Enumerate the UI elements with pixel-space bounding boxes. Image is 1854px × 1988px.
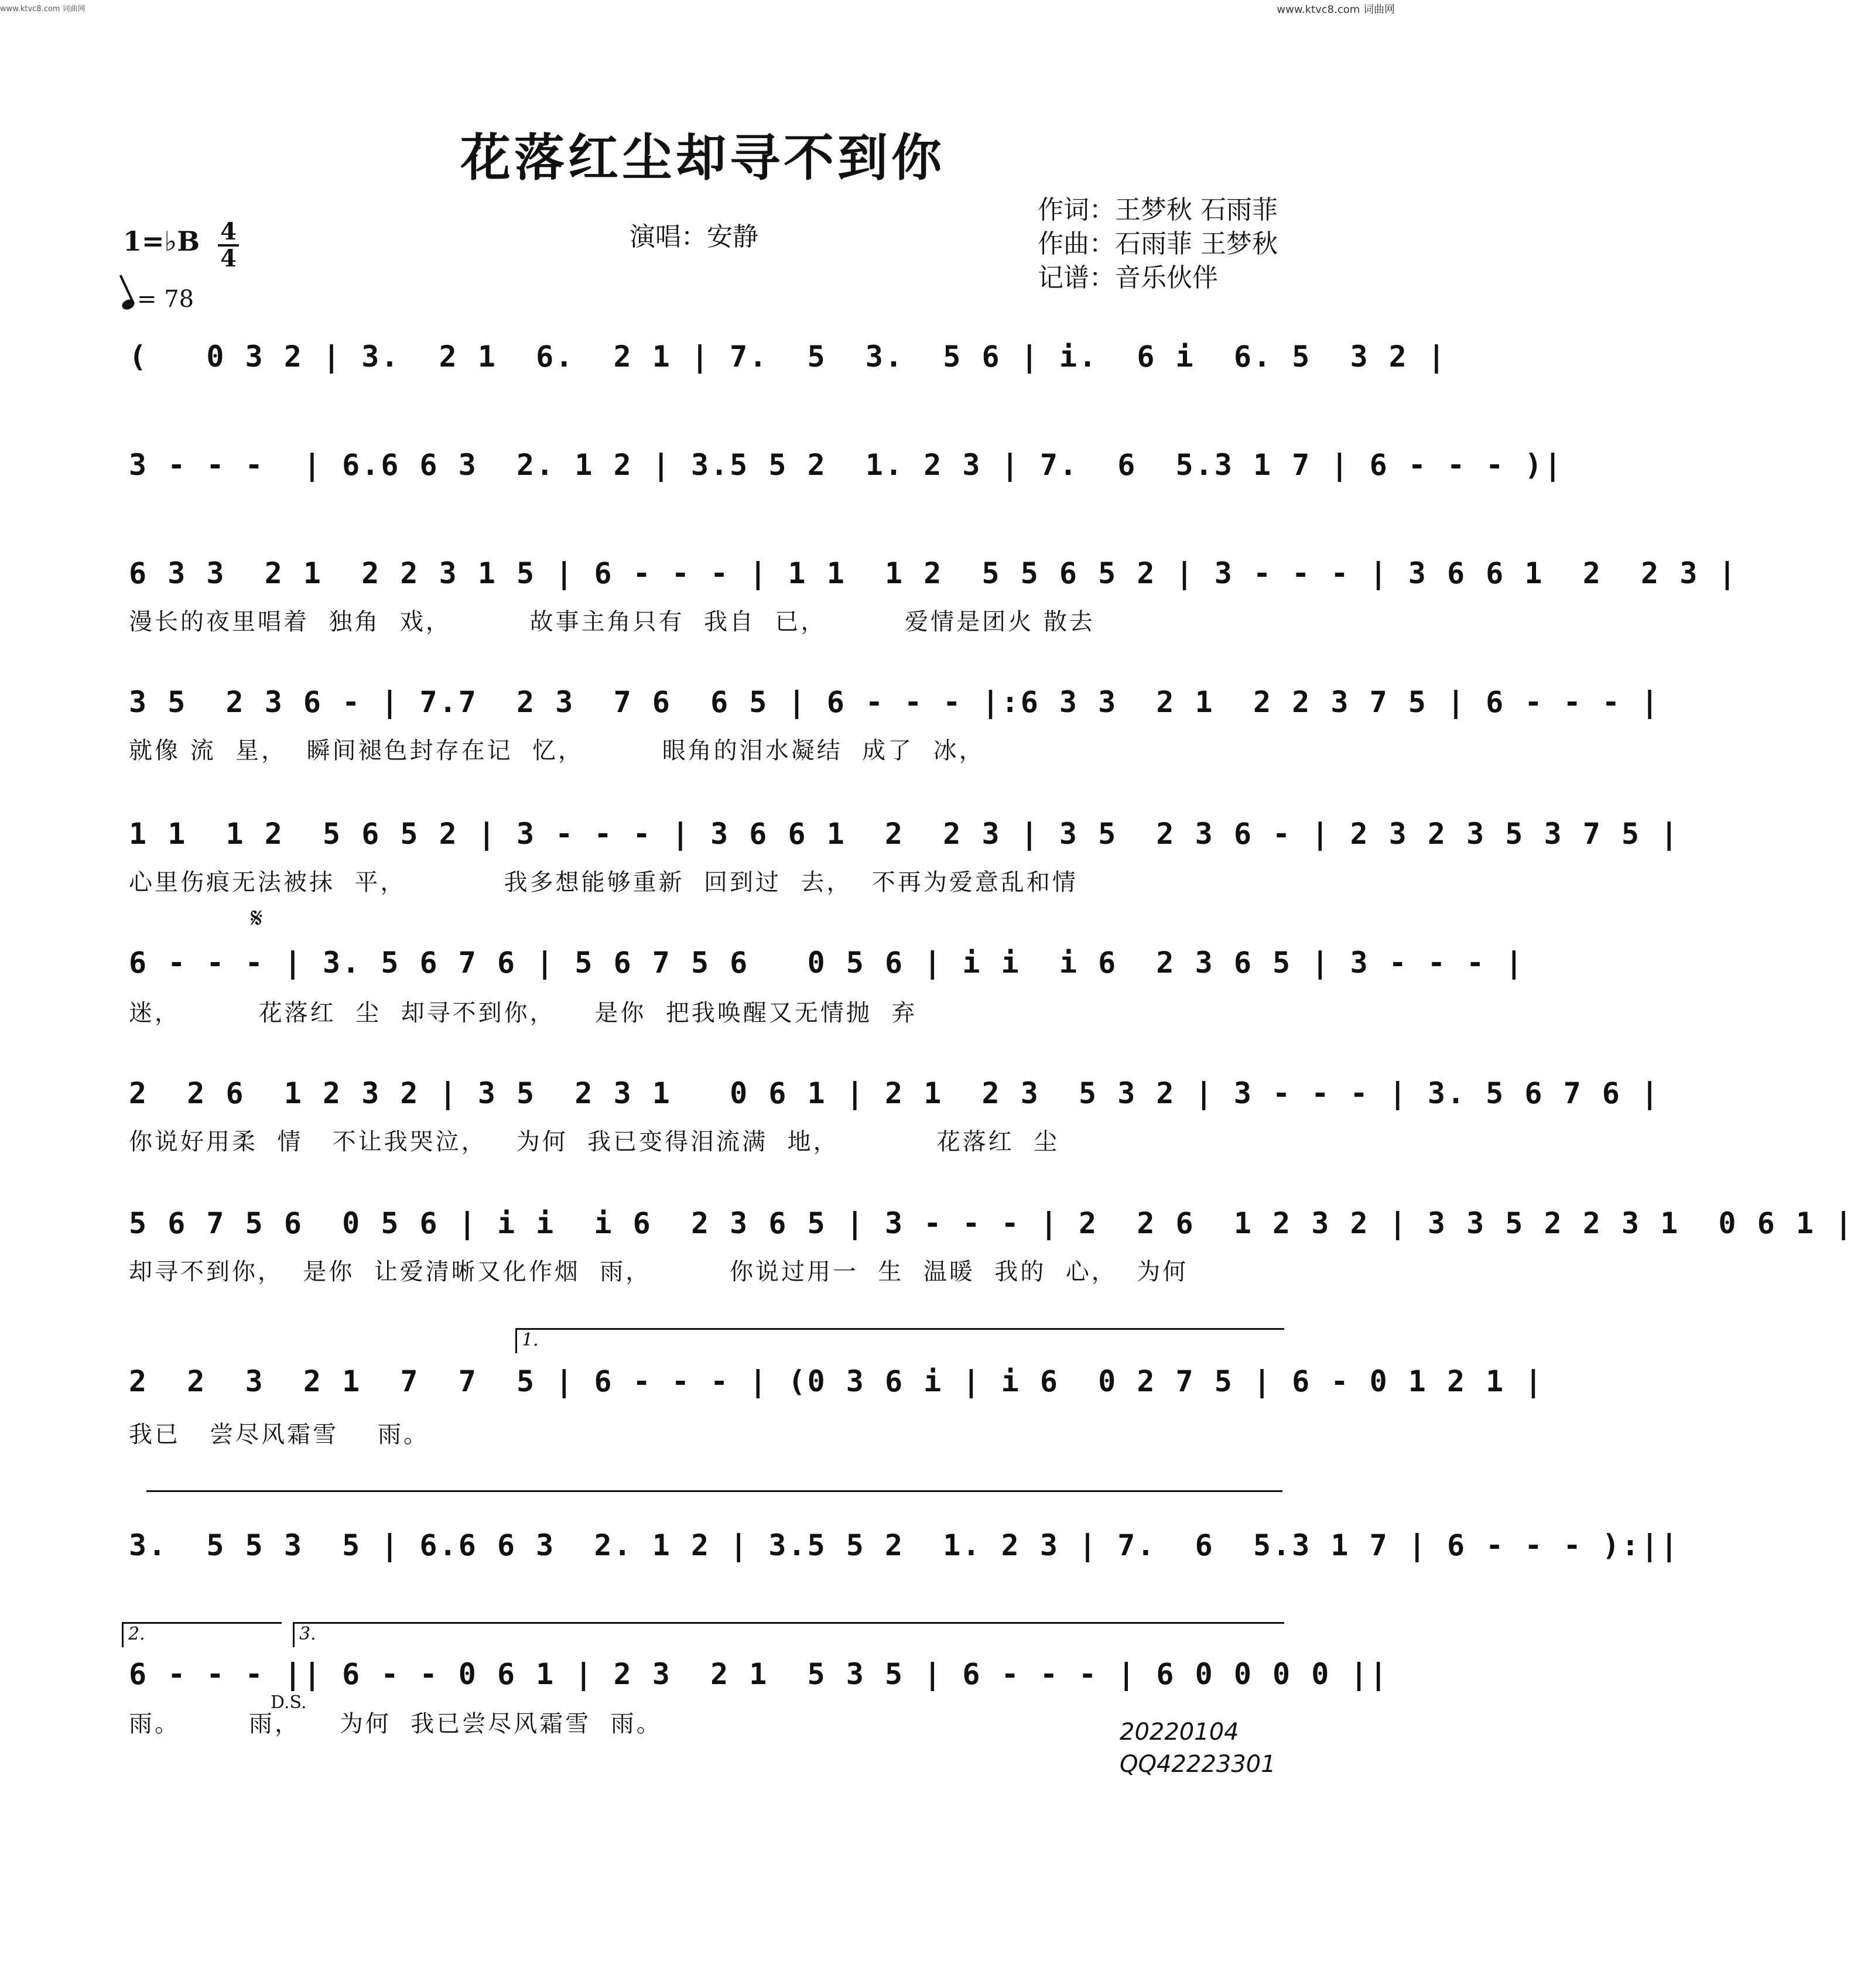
score-row-1: ( 0 3 2 | 3. 2 1 6. 2 1 | 7. 5 3. 5 6 | i. 6 i 6. 5 3 2 | — [129, 340, 1447, 374]
score-row-5: 1 1 1 2 5 6 5 2 | 3 - - - | 3 6 6 1 2 2 3 | 3 5 2 3 6 - | 2 3 2 3 5 3 7 5 | — [129, 817, 1680, 851]
transcriber-credit: 记谱：音乐伙伴 — [1038, 263, 1218, 293]
lyric-row-8: 却寻不到你， 是你 让爱清晰又化作烟 雨， 你说过用一 生 温暖 我的 心， 为何 — [129, 1258, 1189, 1285]
score-row-2: 3 - - - | 6.6 6 3 2. 1 2 | 3.5 5 2 1. 2 3 | 7. 6 5.3 1 7 | 6 - - - )| — [129, 448, 1564, 482]
second-ending-bracket — [122, 1622, 282, 1647]
lyricist-credit: 作词：王梦秋 石雨菲 — [1038, 195, 1278, 225]
composer-credit: 作曲：石雨菲 王梦秋 — [1038, 229, 1278, 259]
lyric-row-4: 就像 流 星， 瞬间褪色封存在记 忆， 眼角的泪水凝结 成了 冰， — [129, 737, 985, 764]
score-row-6: 6 - - - | 3. 5 6 7 6 | 5 6 7 5 6 0 5 6 | i i i 6 2 3 6 5 | 3 - - - | — [129, 946, 1525, 980]
score-row-3: 6 3 3 2 1 2 2 3 1 5 | 6 - - - | 1 1 1 2 5 5 6 5 2 | 3 - - - | 3 6 6 1 2 2 3 | — [129, 556, 1738, 590]
second-ending-label: 2. — [128, 1624, 145, 1644]
quarter-note-icon — [121, 297, 136, 312]
third-ending-label: 3. — [299, 1624, 316, 1644]
transcriber-qq: QQ42223301 — [1120, 1751, 1276, 1778]
third-ending-bracket — [293, 1622, 1284, 1647]
corner-note: www.ktvc8.com 词曲网 — [0, 5, 85, 13]
singer-credit: 演唱：安静 — [630, 222, 758, 252]
score-row-11: 6 - - - || 6 - - 0 6 1 | 2 3 2 1 5 3 5 | 6 - - - | 6 0 0 0 0 || — [129, 1657, 1389, 1691]
dal-segno-mark: D.S. — [271, 1692, 307, 1713]
lyric-row-6: 迷， 花落红 尘 却寻不到你， 是你 把我唤醒又无情抛 弃 — [129, 1000, 918, 1026]
score-row-10: 3. 5 5 3 5 | 6.6 6 3 2. 1 2 | 3.5 5 2 1. 2 3 | 7. 6 5.3 1 7 | 6 - - - ):|| — [129, 1528, 1680, 1562]
song-title: 花落红尘却寻不到你 — [460, 129, 945, 187]
lyric-row-5: 心里伤痕无法被抹 平， 我多想能够重新 回到过 去， 不再为爱意乱和情 — [129, 869, 1078, 896]
time-signature — [218, 220, 239, 271]
segno-sign: 𝄋 — [251, 902, 263, 935]
ending-continuation-line — [146, 1490, 1282, 1492]
score-row-8: 5 6 7 5 6 0 5 6 | i i i 6 2 3 6 5 | 3 - - - | 2 2 6 1 2 3 2 | 3 3 5 2 2 3 1 0 6 1 | — [129, 1206, 1854, 1240]
score-row-4: 3 5 2 3 6 - | 7.7 2 3 7 6 6 5 | 6 - - - |:6 3 3 2 1 2 2 3 7 5 | 6 - - - | — [129, 685, 1661, 719]
transcription-date: 20220104 — [1120, 1719, 1239, 1746]
lyric-row-11: 雨。 雨， 为何 我已尝尽风霜雪 雨。 — [129, 1710, 662, 1737]
score-row-7: 2 2 6 1 2 3 2 | 3 5 2 3 1 0 6 1 | 2 1 2 3 5 3 2 | 3 - - - | 3. 5 6 7 6 | — [129, 1076, 1661, 1110]
tempo-value: = 78 — [137, 286, 194, 313]
site-logo: www.ktvc8.com 词曲网 — [1277, 4, 1395, 16]
key-signature: 1=♭B — [123, 225, 200, 257]
lyric-row-9: 我已 尝尽风霜雪 雨。 — [129, 1421, 430, 1448]
first-ending-bracket — [515, 1328, 1284, 1353]
score-row-9: 2 2 3 2 1 7 7 5 | 6 - - - | (0 3 6 i | i 6 0 2 7 5 | 6 - 0 1 2 1 | — [129, 1364, 1544, 1398]
time-denominator: 4 — [220, 245, 237, 272]
time-numerator: 4 — [220, 218, 237, 245]
first-ending-label: 1. — [522, 1330, 539, 1350]
lyric-row-7: 你说好用柔 情 不让我哭泣， 为何 我已变得泪流满 地， 花落红 尘 — [129, 1128, 1060, 1155]
lyric-row-3: 漫长的夜里唱着 独角 戏， 故事主角只有 我自 已， 爱情是团火 散去 — [129, 608, 1095, 635]
tempo-marking — [122, 286, 194, 313]
